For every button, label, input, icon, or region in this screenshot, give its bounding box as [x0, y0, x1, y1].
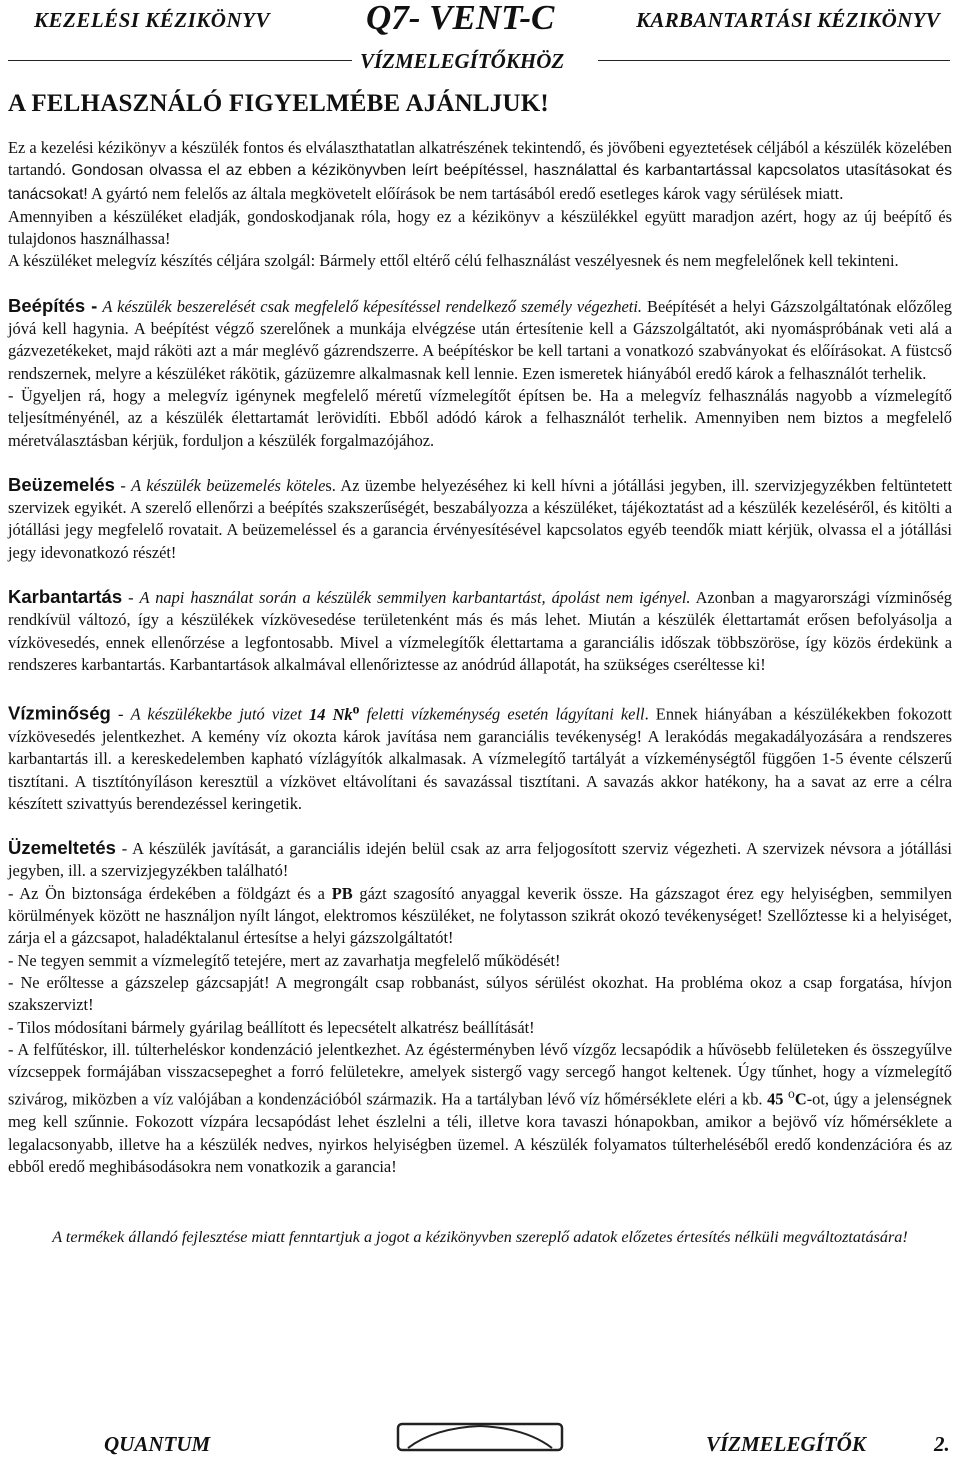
uzemeltetes-item-top: - Ne tegyen semmit a vízmelegítő tetejére, mert az zavarhatja megfelelő működését!: [8, 950, 561, 970]
uzemeltetes-item5-unit: C: [794, 1089, 807, 1109]
beuzemeles-italic-tail: s.: [325, 475, 336, 495]
intro-paragraph-2: Amennyiben a készüléket eladják, gondoskodjanak róla, hogy ez a kézikönyv a készülékkel együtt maradjon azért, hogy az új beépítő és tulajdonos használhassa!: [8, 206, 952, 249]
intro-text-c: A gyártó nem felelős az általa megkövetelt előírások be nem tartásából eredő esetleges károk vagy sérülések miatt.: [90, 183, 844, 203]
uzemeltetes-text: - A készülék javítását, a garanciális idején belül csak az arra feljogosított szerviz végezheti. A szervizek névsora a jótállási jegyben, ill. a szervizjegyzékben található!: [8, 839, 952, 881]
vizminoseg-dash: -: [110, 704, 131, 724]
section-uzemeltetes: [8, 837, 952, 883]
section-heading-beepites: Beépítés -: [8, 294, 98, 316]
section-heading-karbantartas: Karbantartás: [8, 586, 123, 608]
header-rule-right: [598, 60, 950, 61]
page-header: [0, 0, 960, 80]
huray-logo-frame: [398, 1424, 562, 1450]
intro-paragraph-3: A készüléket melegvíz készítés céljára szolgál: Bármely ettől eltérő célú felhasználást veszélyesnek és nem megfelelőnek kell tekinteni.: [8, 251, 899, 271]
uzemeltetes-item-settings: - Tilos módosítani bármely gyárilag beállított és lepecsételt alkatrész beállítását!: [8, 1017, 535, 1037]
section-beepites: [8, 295, 952, 385]
page-title: A FELHASZNÁLÓ FIGYELMÉBE AJÁNLJUK!: [8, 90, 549, 117]
huray-logo-swoosh: [408, 1426, 552, 1448]
header-right-title: KARBANTARTÁSI KÉZIKÖNYV: [636, 8, 940, 32]
uzemeltetes-item5-degree: o: [788, 1086, 795, 1102]
uzemeltetes-item1-b: gázt szagosító anyaggal keverik össze. Ha gázszagot érez egy helyiségben, semmilyen körülmények között ne használjon nyílt lángot, elektromos készüléket, ne folytasson szikrát okozó tevékenységet! Szellőztesse ki a helyiséget, zárja el a gázcsapot, haladéktalanul értesítse a helyi gázszolgáltatót!: [8, 883, 952, 948]
karbantartas-italic: A napi használat során a készülék semmilyen karbantartást, ápolást nem igényel.: [139, 588, 691, 608]
vizminoseg-text: . Ennek hiányában a készülékekben fokozott vízkövesedés jelentkezhet. A kemény víz okozta károk javítása nem garanciális tevékenység! A lerakódás megakadályozására a rendszeres karbantartás ill. a kereskedelemben kapható vízlágyítók alkalmasak. A vízmelegítő tartályát a vízkeménységtől függően 1-5 évente célszerű tisztítani. A tisztítónyíláson keresztül a vízkövet eltávolítani és savazással tisztítani. A savazás akkor hatékony, ha a savat az erre a célra készített szivattyús berendezéssel keringetik.: [8, 704, 952, 813]
section-vizminoseg: [8, 698, 952, 815]
uzemeltetes-item5-b: -ot, úgy a jelenségnek meg kell szűnnie. Fokozott vízpára lecsapódást lehet észlelni a téli, illetve kora tavaszi hónapokban, amikor a bejövő víz hőmérséklete a legalacsonyabb, illetve ha a készülék nedves, nyirkos helyiségben üzemel. A készülék folyamatos túlterheléséből eredő kondenzációra és az ebből eredő meghibásodásokra nem vonatkozik a garancia!: [8, 1089, 952, 1176]
beuzemeles-dash: -: [114, 475, 132, 495]
intro-text-b: Gondosan olvassa el az ebben a kézikönyvben leírt beépítéssel, használattal és karbantartással kapcsolatos utasításokat és tanácsokat!: [8, 162, 952, 203]
uzemeltetes-item-condensation: [8, 1039, 952, 1178]
footer-product-label: VÍZMELEGÍTŐK: [706, 1432, 866, 1456]
uzemeltetes-item5-temp: 45: [767, 1089, 789, 1109]
section-heading-uzemeltetes: Üzemeltetés: [8, 837, 116, 859]
karbantartas-text: Azonban a magyarországi vízminőség rendkívül változó, így a készülékek vízkövesedése területenként más és más lehet. Miután a készülék élettartamát erősen befolyásolja a vízkövesedés, ennek ellenőrzése a legfontosabb. Mivel a vízmelegítők élettartama a garanciális időszak többszöröse, így közös érdekünk a rendszeres karbantartás. Karbantartások alkalmával ellenőriztesse az anódrúd állapotát, ha szükséges cseréltesse ki!: [8, 588, 952, 674]
section-karbantartas: [8, 586, 952, 676]
section-heading-vizminoseg: Vízminőség: [8, 702, 111, 724]
header-subtitle-row: [0, 48, 960, 72]
page-number: 2.: [934, 1432, 950, 1456]
uzemeltetes-item-gas-safety: [8, 883, 952, 950]
uzemeltetes-item1-bold: PB: [331, 883, 353, 903]
vizminoseg-italic-b: feletti vízkeménység esetén lágyítani kell: [359, 704, 645, 724]
vizminoseg-hardness-value: 14 Nk: [309, 704, 353, 724]
footer-brand-quantum: QUANTUM: [104, 1432, 211, 1456]
intro-text-a: Ez a kezelési kézikönyv a készülék fontos és elválaszthatatlan alkatrészének tekintendő, és jövőbeni egyeztetések céljából a készülék közelében tartandó.: [8, 138, 952, 180]
section-beuzemeles: [8, 474, 952, 564]
intro-paragraph-1: [8, 137, 952, 206]
header-left-title: KEZELÉSI KÉZIKÖNYV: [34, 8, 270, 32]
beuzemeles-text: Az üzembe helyezéséhez ki kell hívni a jótállási jegyben, ill. szervizjegyzékben feltüntetett szervizek egyikét. A szerelő ellenőrzi a beépítés szakszerűségét, beszabályozza a készüléket, tájékoztatást ad a készülék kezeléséről, és kitölti a jótállási jegy megfelelő rovatait. A beüzemeléssel és a garancia érvényesítésével kapcsolatos egyéb teendők miatt kérjük, olvassa el a jótállási jegy idevonatkozó részét!: [8, 475, 953, 562]
document-body: [8, 86, 952, 1248]
disclaimer-notice: A termékek állandó fejlesztése miatt fenntartjuk a jogot a kézikönyvben szereplő adatok előzetes értesítés nélküli megváltoztatására!: [52, 1228, 908, 1247]
uzemeltetes-item1-a: - Az Ön biztonsága érdekében a földgázt és a: [8, 883, 332, 903]
uzemeltetes-item5-a: - A felfűtéskor, ill. túlterheléskor kondenzáció jelentkezhet. Az égésterményben lévő vízgőz lecsapódik a hűvösebb felületeken és összegyűlve vízcseppek formájában visszacsepeghet a forró felületekre, amelyek sistergő vagy sercegő hangot keltenek. Úgy tűnhet, hogy a vízmelegítő szivárog, miközben a víz valójában a kondenzációból származik. Ha a tartályban lévő víz hőmérséklete eléri a kb.: [8, 1039, 952, 1109]
header-model-title: Q7- VENT-C: [366, 0, 555, 37]
uzemeltetes-item-valve: - Ne erőltesse a gázszelep gázcsapját! A megrongált csap robbanást, súlyos sérülést okozhat. Ha probléma okoz a csap forgatása, hívjon szakszervizt!: [8, 972, 952, 1015]
beuzemeles-italic: A készülék beüzemelés kötele: [131, 475, 326, 495]
vizminoseg-italic-a: A készülékekbe jutó vizet: [130, 704, 310, 724]
header-subtitle: VÍZMELEGÍTŐKHÖZ: [360, 49, 565, 73]
karbantartas-dash: -: [122, 588, 140, 608]
huray-logo: [394, 1418, 566, 1456]
section-heading-beuzemeles: Beüzemelés: [8, 473, 115, 495]
page-footer: [0, 1418, 960, 1461]
beepites-paragraph-2: - Ügyeljen rá, hogy a melegvíz igénynek megfelelő méretű vízmelegítőt építsen be. Ha a melegvíz felhasználás nagyobb a vízmelegítő teljesítményénél, az a készülék élettartamát lerövidíti. Ebből adódó károk a felhasználót terhelik. Amennyiben nem biztos a megfelelő méretválasztásban kérjük, forduljon a készülék forgalmazójához.: [8, 385, 952, 450]
beepites-text: Beépítését a helyi Gázszolgáltatónak előzőleg jóvá kell hagynia. A beépítést végző szerelőnek a munkája elvégzése után értesítenie kell a Gázszolgáltatót, aki nyomáspróbának veti alá a gázvezetékeket, majd ráköti azt a már meglévő gázrendszerre. A beépítéskor be kell tartani a vonatkozó szabványokat és előírásokat. A füstcső rendszernek, melyre a készüléket rákötik, gázüzemre alkalmasnak kell lennie. Ezen ismeretek hiányából eredő károk a felhasználót terhelik.: [8, 296, 952, 383]
beepites-italic: A készülék beszerelését csak megfelelő képesítéssel rendelkező személy végezheti.: [102, 296, 643, 316]
vizminoseg-degree-mark: o: [352, 701, 360, 717]
header-rule-left: [8, 60, 352, 61]
